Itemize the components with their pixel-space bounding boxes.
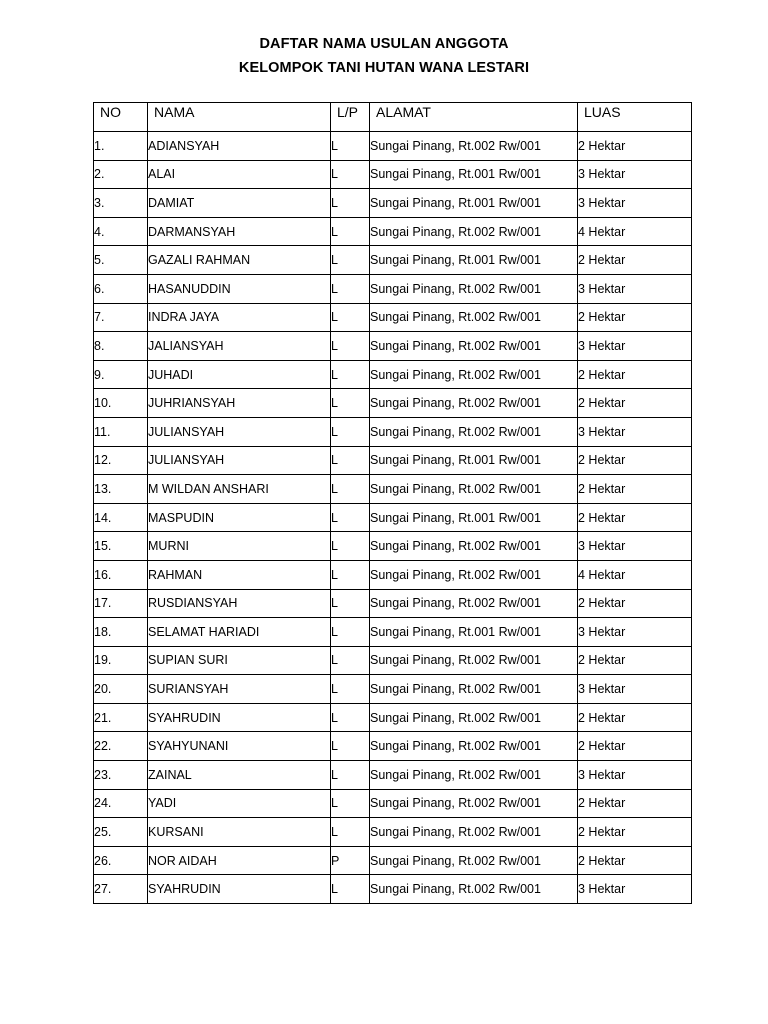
cell-alamat: Sungai Pinang, Rt.002 Rw/001 [370,675,578,704]
document-subtitle: KELOMPOK TANI HUTAN WANA LESTARI [238,60,530,76]
header-luas: LUAS [578,103,692,132]
cell-lp: L [331,274,370,303]
cell-alamat: Sungai Pinang, Rt.002 Rw/001 [370,303,578,332]
table-row [94,560,692,589]
cell-lp: L [331,246,370,275]
cell-no: 7. [94,303,148,332]
cell-no: 4. [94,217,148,246]
cell-alamat: Sungai Pinang, Rt.001 Rw/001 [370,503,578,532]
cell-nama: DAMIAT [148,189,331,218]
cell-alamat: Sungai Pinang, Rt.002 Rw/001 [370,732,578,761]
cell-luas: 2 Hektar [578,246,692,275]
table-row [94,646,692,675]
cell-luas: 3 Hektar [578,618,692,647]
table-row [94,217,692,246]
table-row [94,846,692,875]
cell-lp: L [331,160,370,189]
cell-lp: L [331,761,370,790]
cell-nama: ADIANSYAH [148,132,331,161]
table-body [94,132,692,904]
cell-no: 12. [94,446,148,475]
cell-no: 1. [94,132,148,161]
cell-lp: L [331,446,370,475]
cell-no: 11. [94,417,148,446]
cell-lp: L [331,360,370,389]
cell-luas: 3 Hektar [578,274,692,303]
cell-no: 2. [94,160,148,189]
cell-luas: 2 Hektar [578,589,692,618]
cell-lp: L [331,189,370,218]
cell-luas: 4 Hektar [578,217,692,246]
cell-alamat: Sungai Pinang, Rt.002 Rw/001 [370,332,578,361]
cell-lp: L [331,503,370,532]
cell-luas: 3 Hektar [578,532,692,561]
cell-alamat: Sungai Pinang, Rt.001 Rw/001 [370,246,578,275]
cell-nama: MURNI [148,532,331,561]
cell-alamat: Sungai Pinang, Rt.002 Rw/001 [370,132,578,161]
cell-luas: 2 Hektar [578,789,692,818]
cell-alamat: Sungai Pinang, Rt.002 Rw/001 [370,560,578,589]
cell-lp: L [331,332,370,361]
cell-alamat: Sungai Pinang, Rt.002 Rw/001 [370,818,578,847]
cell-nama: KURSANI [148,818,331,847]
cell-nama: SYAHRUDIN [148,875,331,904]
document-title: DAFTAR NAMA USULAN ANGGOTA [259,36,509,52]
table-row [94,160,692,189]
cell-lp: L [331,389,370,418]
cell-alamat: Sungai Pinang, Rt.002 Rw/001 [370,475,578,504]
table-row [94,532,692,561]
cell-no: 13. [94,475,148,504]
cell-lp: L [331,217,370,246]
cell-no: 16. [94,560,148,589]
cell-no: 27. [94,875,148,904]
cell-no: 8. [94,332,148,361]
cell-nama: DARMANSYAH [148,217,331,246]
table-row [94,360,692,389]
cell-luas: 2 Hektar [578,475,692,504]
cell-alamat: Sungai Pinang, Rt.002 Rw/001 [370,761,578,790]
cell-lp: P [331,846,370,875]
header-nama: NAMA [148,103,331,132]
cell-nama: SURIANSYAH [148,675,331,704]
cell-no: 20. [94,675,148,704]
cell-luas: 2 Hektar [578,132,692,161]
cell-nama: JUHADI [148,360,331,389]
cell-alamat: Sungai Pinang, Rt.001 Rw/001 [370,446,578,475]
cell-luas: 3 Hektar [578,332,692,361]
table-row [94,618,692,647]
table-row [94,132,692,161]
cell-luas: 2 Hektar [578,303,692,332]
cell-lp: L [331,560,370,589]
table-row [94,446,692,475]
cell-nama: HASANUDDIN [148,274,331,303]
cell-alamat: Sungai Pinang, Rt.002 Rw/001 [370,646,578,675]
cell-alamat: Sungai Pinang, Rt.001 Rw/001 [370,189,578,218]
cell-alamat: Sungai Pinang, Rt.002 Rw/001 [370,417,578,446]
table-header-row [94,103,692,132]
cell-luas: 2 Hektar [578,446,692,475]
cell-nama: JULIANSYAH [148,446,331,475]
cell-luas: 3 Hektar [578,761,692,790]
cell-luas: 2 Hektar [578,389,692,418]
cell-alamat: Sungai Pinang, Rt.002 Rw/001 [370,789,578,818]
cell-alamat: Sungai Pinang, Rt.001 Rw/001 [370,618,578,647]
cell-lp: L [331,417,370,446]
table-row [94,589,692,618]
cell-luas: 2 Hektar [578,818,692,847]
cell-lp: L [331,732,370,761]
cell-nama: RUSDIANSYAH [148,589,331,618]
cell-lp: L [331,818,370,847]
cell-no: 21. [94,703,148,732]
cell-lp: L [331,589,370,618]
cell-luas: 2 Hektar [578,646,692,675]
cell-nama: JUHRIANSYAH [148,389,331,418]
cell-luas: 3 Hektar [578,417,692,446]
cell-no: 24. [94,789,148,818]
cell-no: 14. [94,503,148,532]
cell-nama: YADI [148,789,331,818]
cell-no: 18. [94,618,148,647]
table-row [94,503,692,532]
cell-no: 19. [94,646,148,675]
table-row [94,703,692,732]
cell-no: 26. [94,846,148,875]
cell-alamat: Sungai Pinang, Rt.002 Rw/001 [370,875,578,904]
table-row [94,675,692,704]
cell-luas: 2 Hektar [578,360,692,389]
cell-nama: SELAMAT HARIADI [148,618,331,647]
cell-lp: L [331,675,370,704]
cell-nama: INDRA JAYA [148,303,331,332]
cell-lp: L [331,703,370,732]
cell-no: 22. [94,732,148,761]
cell-lp: L [331,475,370,504]
member-table [93,102,692,904]
cell-nama: M WILDAN ANSHARI [148,475,331,504]
table-row [94,274,692,303]
cell-alamat: Sungai Pinang, Rt.002 Rw/001 [370,589,578,618]
cell-lp: L [331,789,370,818]
cell-no: 10. [94,389,148,418]
header-no: NO [94,103,148,132]
cell-nama: RAHMAN [148,560,331,589]
table-row [94,417,692,446]
cell-no: 5. [94,246,148,275]
cell-luas: 3 Hektar [578,189,692,218]
cell-nama: ALAI [148,160,331,189]
cell-alamat: Sungai Pinang, Rt.002 Rw/001 [370,389,578,418]
cell-lp: L [331,875,370,904]
cell-luas: 2 Hektar [578,503,692,532]
cell-no: 25. [94,818,148,847]
cell-lp: L [331,303,370,332]
cell-nama: NOR AIDAH [148,846,331,875]
cell-lp: L [331,618,370,647]
cell-no: 6. [94,274,148,303]
table-row [94,389,692,418]
header-lp: L/P [331,103,370,132]
table-row [94,332,692,361]
cell-nama: GAZALI RAHMAN [148,246,331,275]
table-row [94,875,692,904]
table-row [94,475,692,504]
table-row [94,303,692,332]
cell-nama: MASPUDIN [148,503,331,532]
table-row [94,789,692,818]
cell-alamat: Sungai Pinang, Rt.002 Rw/001 [370,846,578,875]
cell-luas: 3 Hektar [578,160,692,189]
cell-luas: 2 Hektar [578,732,692,761]
cell-nama: SUPIAN SURI [148,646,331,675]
header-alamat: ALAMAT [370,103,578,132]
cell-alamat: Sungai Pinang, Rt.002 Rw/001 [370,532,578,561]
cell-lp: L [331,132,370,161]
cell-alamat: Sungai Pinang, Rt.002 Rw/001 [370,360,578,389]
cell-lp: L [331,532,370,561]
cell-no: 15. [94,532,148,561]
cell-no: 17. [94,589,148,618]
cell-alamat: Sungai Pinang, Rt.002 Rw/001 [370,274,578,303]
cell-luas: 4 Hektar [578,560,692,589]
cell-alamat: Sungai Pinang, Rt.002 Rw/001 [370,703,578,732]
cell-nama: JULIANSYAH [148,417,331,446]
table-row [94,189,692,218]
table-row [94,246,692,275]
cell-alamat: Sungai Pinang, Rt.001 Rw/001 [370,160,578,189]
cell-luas: 2 Hektar [578,846,692,875]
cell-luas: 3 Hektar [578,675,692,704]
cell-alamat: Sungai Pinang, Rt.002 Rw/001 [370,217,578,246]
table-row [94,761,692,790]
table-row [94,818,692,847]
cell-no: 23. [94,761,148,790]
cell-nama: SYAHYUNANI [148,732,331,761]
table-row [94,732,692,761]
cell-no: 3. [94,189,148,218]
cell-nama: JALIANSYAH [148,332,331,361]
cell-no: 9. [94,360,148,389]
cell-nama: SYAHRUDIN [148,703,331,732]
cell-luas: 2 Hektar [578,703,692,732]
cell-lp: L [331,646,370,675]
cell-nama: ZAINAL [148,761,331,790]
cell-luas: 3 Hektar [578,875,692,904]
